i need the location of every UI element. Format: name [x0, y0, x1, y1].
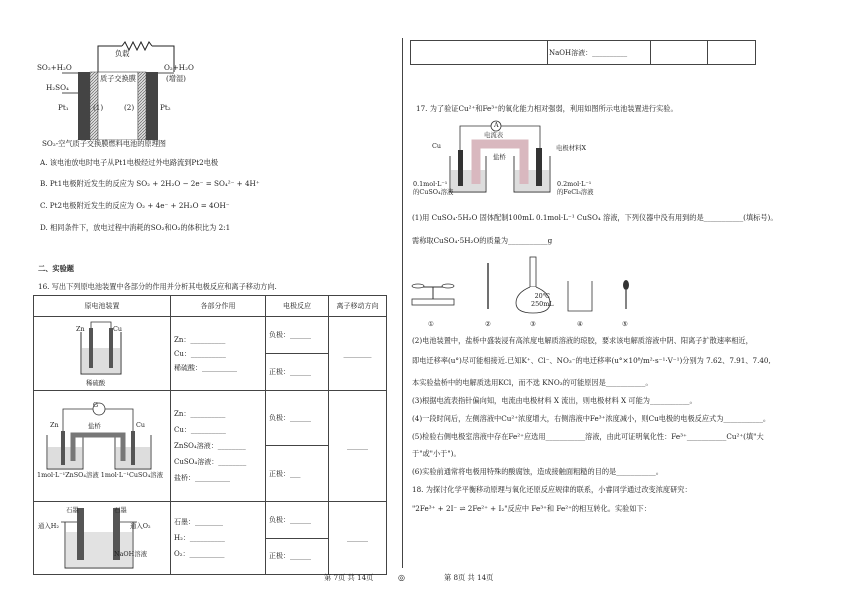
q17-2c: 本实验盐桥中的电解质选用KCl，而不选 KNO₃的可能原因是___________。 — [412, 378, 653, 387]
zn-label: Zn — [76, 325, 85, 333]
cu-label: Cu — [432, 142, 442, 150]
o2-inlet-label: 通入O₂ — [130, 522, 151, 530]
q17-2a: (2)电池装置中，盐桥中盛装浸有高浓度电解质溶液的琼胶，要求该电解质溶液中阴、阳离子扩散速率相近， — [412, 336, 753, 345]
instrument-5: ⑤ — [622, 320, 628, 328]
figure-caption: SO₂-空气质子交换膜燃料电池的原理图 — [42, 139, 166, 148]
left-solution-conc: 0.1mol·L⁻¹ — [413, 180, 448, 188]
instruments-figure — [408, 255, 638, 323]
center-mark: ◎ — [398, 573, 405, 582]
instrument-2: ② — [485, 320, 491, 328]
continued-table — [410, 40, 756, 65]
salt-bridge-label: 盐桥 — [88, 422, 101, 430]
pos-3[interactable]: 正极：______ — [266, 538, 329, 575]
role-zn[interactable]: Zn：__________ — [174, 410, 226, 418]
beaker-icon — [568, 281, 592, 311]
pt2-label: Pt₂ — [160, 103, 171, 112]
ammeter-label: 电流表 — [484, 131, 504, 139]
option-c: C. Pt2电极附近发生的反应为 O₂ + 4e⁻ + 2H₂O = 4OH⁻ — [40, 201, 230, 210]
role-graphite[interactable]: 石墨：________ — [174, 518, 223, 526]
galvanometer-label: G — [93, 401, 99, 409]
cell-device-3 — [34, 502, 171, 575]
ammeter-symbol: A — [494, 121, 499, 129]
q17-2b: 即电迁移率(u°)尽可能相接近.已知K⁺、Cl⁻、NO₃⁻的电迁移率(u°×10⁸/m²·s⁻¹·V⁻¹)分别为 7.62、7.91、7.40, — [412, 356, 771, 365]
q17-4: (4)一段时间后，左侧溶液中Cu²⁺浓度增大，右侧溶液中Fe³⁺浓度减小，则Cu电极的电极反应式为___________。 — [412, 414, 771, 423]
left-input-label: SO₂+H₂O — [37, 63, 72, 72]
table-row — [34, 317, 387, 354]
option-b: B. Pt1电极附近发生的反应为 SO₂ + 2H₂O − 2e⁻ = SO₄²⁻ + 4H⁺ — [40, 179, 260, 188]
role-cu[interactable]: Cu：__________ — [174, 426, 226, 434]
role-h2[interactable]: H₂：__________ — [174, 534, 225, 542]
region-1-label: (1) — [93, 103, 104, 112]
cell-role-3 — [171, 502, 266, 575]
zn-label: Zn — [50, 421, 59, 429]
neg-2[interactable]: 负极：______ — [266, 391, 329, 446]
neg-3[interactable]: 负极：______ — [266, 502, 329, 539]
dilute-acid-label: 稀硫酸 — [86, 379, 106, 387]
cu-label: Cu — [113, 325, 123, 333]
left-output-label: H₂SO₄ — [46, 83, 69, 92]
role-acid[interactable]: 稀硫酸：__________ — [174, 363, 237, 372]
table-row — [34, 391, 387, 446]
salt-bridge-label: 盐桥 — [493, 153, 506, 161]
graphite-label-left: 石墨 — [66, 506, 79, 514]
role-cuso4[interactable]: CuSO₄溶液：________ — [174, 458, 247, 466]
q17-1a: (1)用 CuSO₄·5H₂O 固体配制100mL 0.1mol·L⁻¹ CuSO₄ 溶液，下列仪器中没有用到的是___________(填标号)。 — [412, 213, 778, 222]
electrode-x — [536, 148, 542, 186]
page-divider — [402, 38, 403, 568]
solution-caption: 1mol·L⁻¹ZnSO₄溶液 1mol·L⁻¹CuSO₄溶液 — [37, 471, 163, 479]
header-role: 各部分作用 — [171, 296, 266, 317]
option-d: D. 相同条件下，放电过程中消耗的SO₂和O₂的体积比为 2:1 — [40, 223, 231, 232]
header-electrode: 电极反应 — [266, 296, 329, 317]
naoh-label: NaOH溶液 — [114, 550, 147, 558]
right-wet-label: (增湿) — [166, 74, 186, 83]
electrode-x-label: 电极材料X — [556, 144, 587, 152]
cell-role-2 — [171, 391, 266, 502]
q18-equation: "2Fe³⁺ + 2I⁻ ⇌ 2Fe²⁺ + I₂"反应中 Fe³⁺和 Fe²⁺的相互转化。实验如下： — [412, 504, 651, 513]
cu-label: Cu — [136, 421, 146, 429]
pt2-electrode — [146, 72, 158, 140]
cell-device-2 — [34, 391, 171, 502]
naoh-role[interactable]: NaOH溶液：__________ — [548, 41, 651, 65]
q16-text: 16. 写出下列原电池装置中各部分的作用并分析其电极反应和离子移动方向. — [38, 282, 277, 291]
cell-device-1 — [34, 317, 171, 391]
page-footer-right: 第 8页 共 14页 — [444, 573, 494, 582]
right-input-label: O₂+H₂O — [164, 63, 194, 72]
h2-inlet-label: 通入H₂ — [38, 522, 59, 530]
hydrogen-fuel-cell-diagram — [37, 502, 161, 572]
cu-electrode — [458, 150, 463, 186]
q17-5a: (5)检验右侧电极室溶液中存在Fe²⁺应选用___________溶液，由此可证明氧化性：Fe³⁺___________Cu²⁺(填"大 — [412, 432, 764, 441]
option-a: A. 该电池放电时电子从Pt1电极经过外电路流到Pt2电极 — [40, 158, 219, 167]
page-footer-left: 第 7页 共 14页 — [324, 573, 374, 582]
right-solution-name: 的FeCl₃溶液 — [557, 188, 594, 196]
q17-1b: 需称取CuSO₄·5H₂O的质量为___________g — [412, 236, 553, 245]
ion-1[interactable]: ________ — [329, 317, 387, 391]
role-cu[interactable]: Cu：__________ — [174, 349, 226, 358]
ion-3[interactable]: ______ — [329, 502, 387, 575]
role-salt-bridge[interactable]: 盐桥：__________ — [174, 474, 230, 482]
flask-label: 20℃ 250mL — [531, 292, 554, 308]
pos-1[interactable]: 正极：______ — [266, 354, 329, 391]
table-row — [34, 502, 387, 539]
q17-6: (6)实验前通常将电极用特殊的酸腐蚀，造成接触面粗糙的目的是___________。 — [412, 467, 663, 476]
role-znso4[interactable]: ZnSO₄溶液：________ — [174, 442, 246, 450]
q16-table — [33, 295, 387, 575]
header-ion: 离子移动方向 — [329, 296, 387, 317]
right-solution-conc: 0.2mol·L⁻¹ — [557, 180, 592, 188]
section-title: 二、实验题 — [38, 264, 74, 273]
neg-1[interactable]: 负极：______ — [266, 317, 329, 354]
region-2-label: (2) — [124, 103, 135, 112]
q17-text: 17. 为了验证Cu²⁺和Fe³⁺的氧化能力相对强弱，利用如图所示电池装置进行实验。 — [416, 104, 678, 113]
instrument-3: ③ — [530, 320, 536, 328]
role-o2[interactable]: O₂：__________ — [174, 550, 225, 558]
instrument-4: ④ — [577, 320, 583, 328]
pt1-electrode — [78, 72, 90, 140]
ion-2[interactable]: ______ — [329, 391, 387, 502]
salt-bridge-cell-diagram — [37, 395, 161, 495]
pos-2[interactable]: 正极：___ — [266, 446, 329, 502]
cell-role-1 — [171, 317, 266, 391]
header-device: 原电池装置 — [34, 296, 171, 317]
membrane-label: 质子交换膜 — [100, 74, 136, 83]
load-label: 负载 — [115, 49, 130, 58]
instrument-1: ① — [428, 320, 434, 328]
role-zn[interactable]: Zn：__________ — [174, 335, 226, 344]
pt1-label: Pt₁ — [58, 103, 69, 112]
q17-5b: 于"或"小于")。 — [412, 449, 461, 458]
balance-icon — [412, 284, 454, 305]
graphite-label-right: 石墨 — [114, 506, 127, 514]
dropper-icon — [623, 280, 629, 309]
q17-3: (3)根据电流表指针偏向知，电流由电极材料 X 流出，则电极材料 X 可能为___________。 — [412, 396, 697, 405]
zn-cu-cell-diagram — [37, 318, 161, 388]
left-solution-name: 的CuSO₄溶液 — [413, 188, 454, 196]
q18-text: 18. 为探讨化学平衡移动原理与氧化还原反应规律的联系，小睿同学通过改变浓度研究： — [412, 485, 692, 494]
